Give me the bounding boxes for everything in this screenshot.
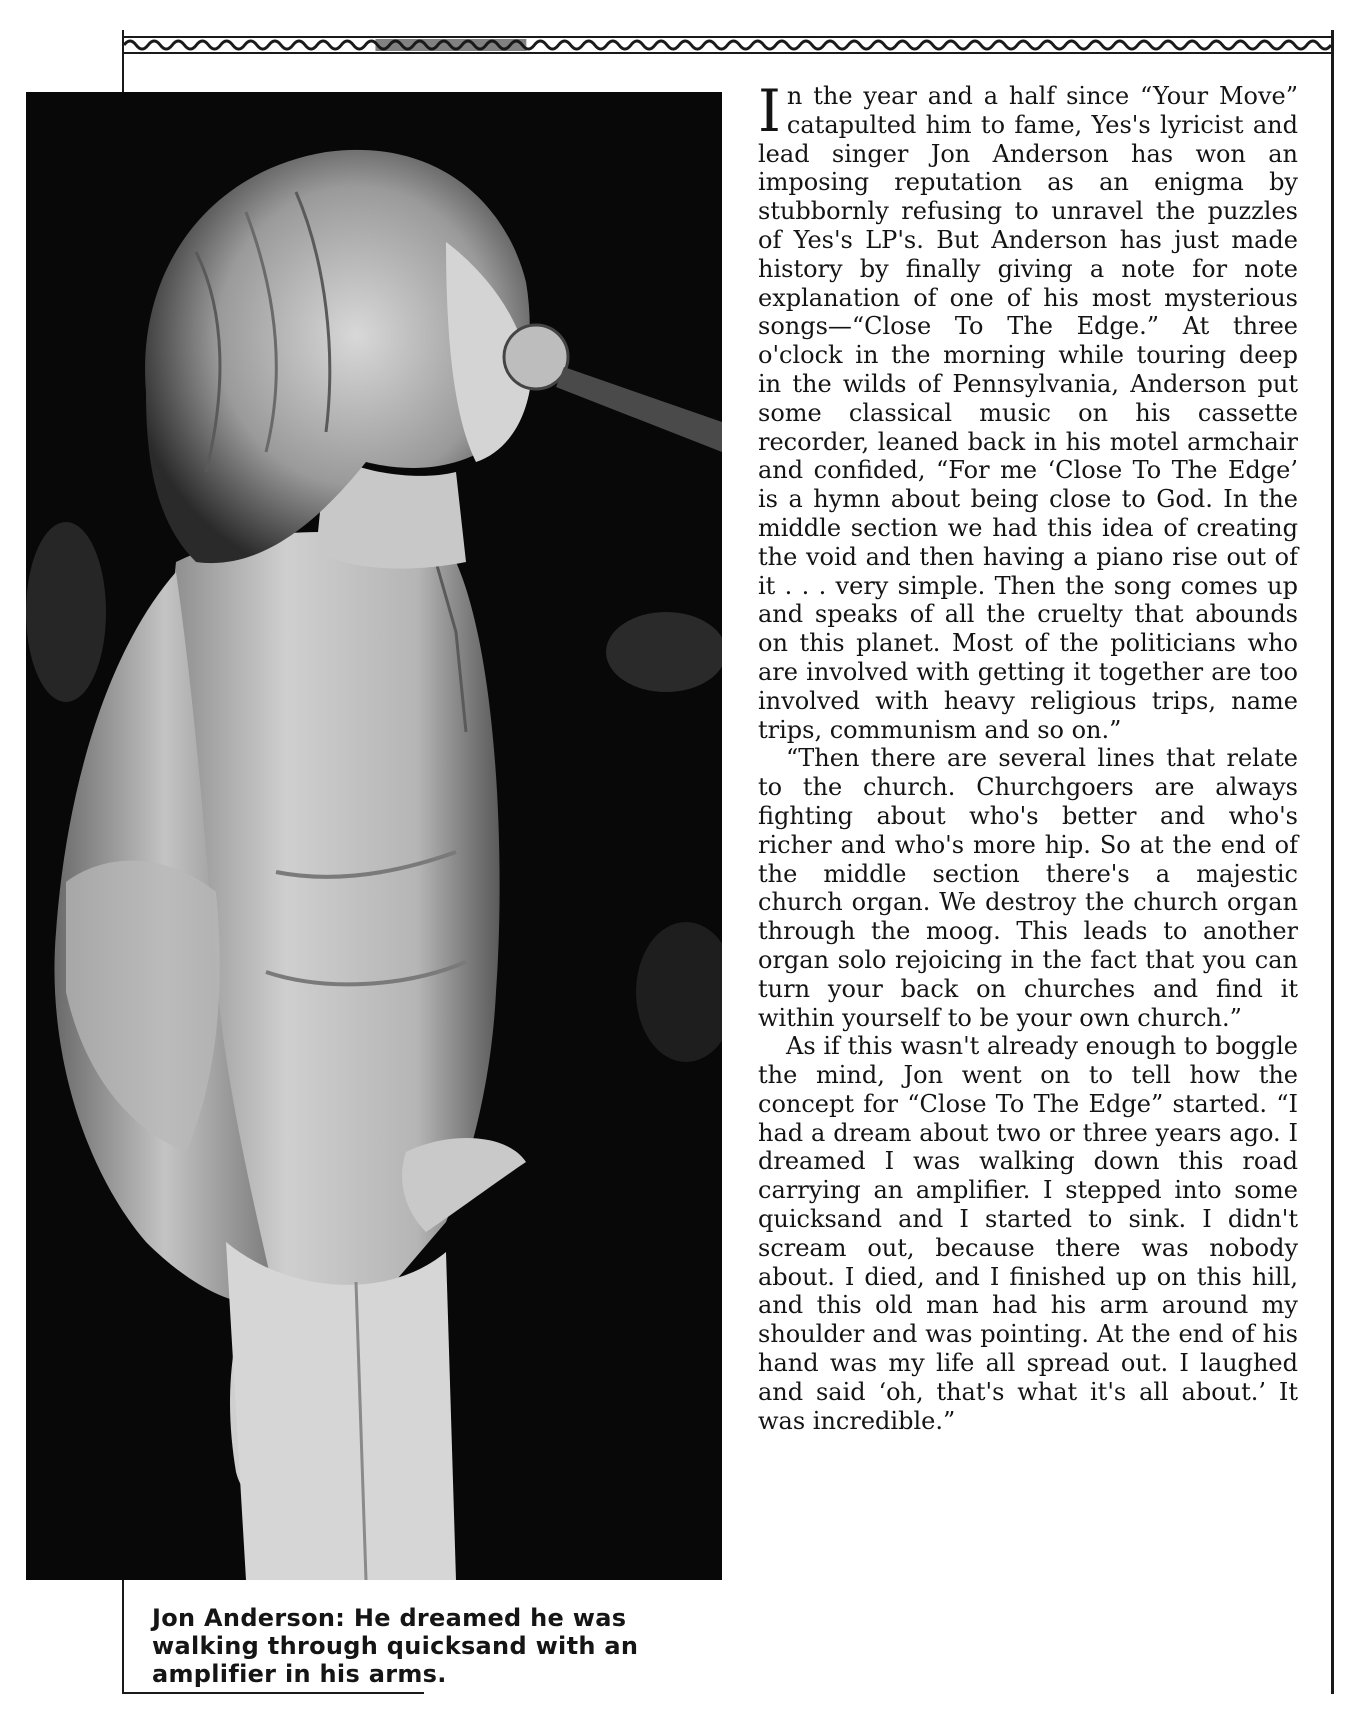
wave-border-icon [124, 34, 1331, 56]
singer-with-microphone-image [26, 92, 722, 1580]
bottom-border [124, 1692, 424, 1694]
decorative-border [124, 34, 1331, 56]
article-paragraph-text: n the year and a half since “Your Move” catapulted him to fame, Yes's lyricist and lead singer Jon Anderson has won an imposing reputation as an enigma by stubbornly refusing to unravel the puzzles of Yes's LP's. But Anderson has just made history by finally giving a note for note explanation of one of his most mysterious songs—“Close To The Edge.” At three o'clock in the morning while touring deep in the wilds of Pennsylvania, Anderson put some classical music on his cassette recorder, leaned back in his motel armchair and confided, “For me ‘Close To The Edge’ is a hymn about being close to God. In the middle section we had this idea of creating the void and then having a piano rise out of it . . . very simple. Then the song comes up and speaks of all the cruelty that abounds on this planet. Most of the politicians who are involved with getting it together are too involved with heavy religious trips, name trips, communism and so on.” [758, 82, 1298, 744]
article-paragraph [758, 77, 1298, 744]
article-paragraph: As if this wasn't already enough to boggle the mind, Jon went on to tell how the concept for “Close To The Edge” started. “I had a dream about two or three years ago. I dreamed I was walking down this road carrying an amplifier. I stepped into some quicksand and I started to sink. I didn't scream out, because there was nobody about. I died, and I finished up on this hill, and this old man had his arm around my shoulder and was pointing. At the end of his hand was my life all spread out. I laughed and said ‘oh, that's what it's all about.’ It was incredible.” [758, 1032, 1298, 1435]
concert-photo [26, 92, 722, 1580]
article-paragraph: “Then there are several lines that relate to the church. Churchgoers are always fighting about who's better and who's richer and who's more hip. So at the end of the middle section there's a majestic church organ. We destroy the church organ through the moog. This leads to another organ solo rejoicing in the fact that you can turn your back on churches and find it within yourself to be your own church.” [758, 744, 1298, 1032]
drop-cap: I [758, 77, 781, 145]
article-body [758, 77, 1298, 1435]
photo-caption: Jon Anderson: He dreamed he was walking through quicksand with an amplifier in his arms. [152, 1604, 639, 1688]
